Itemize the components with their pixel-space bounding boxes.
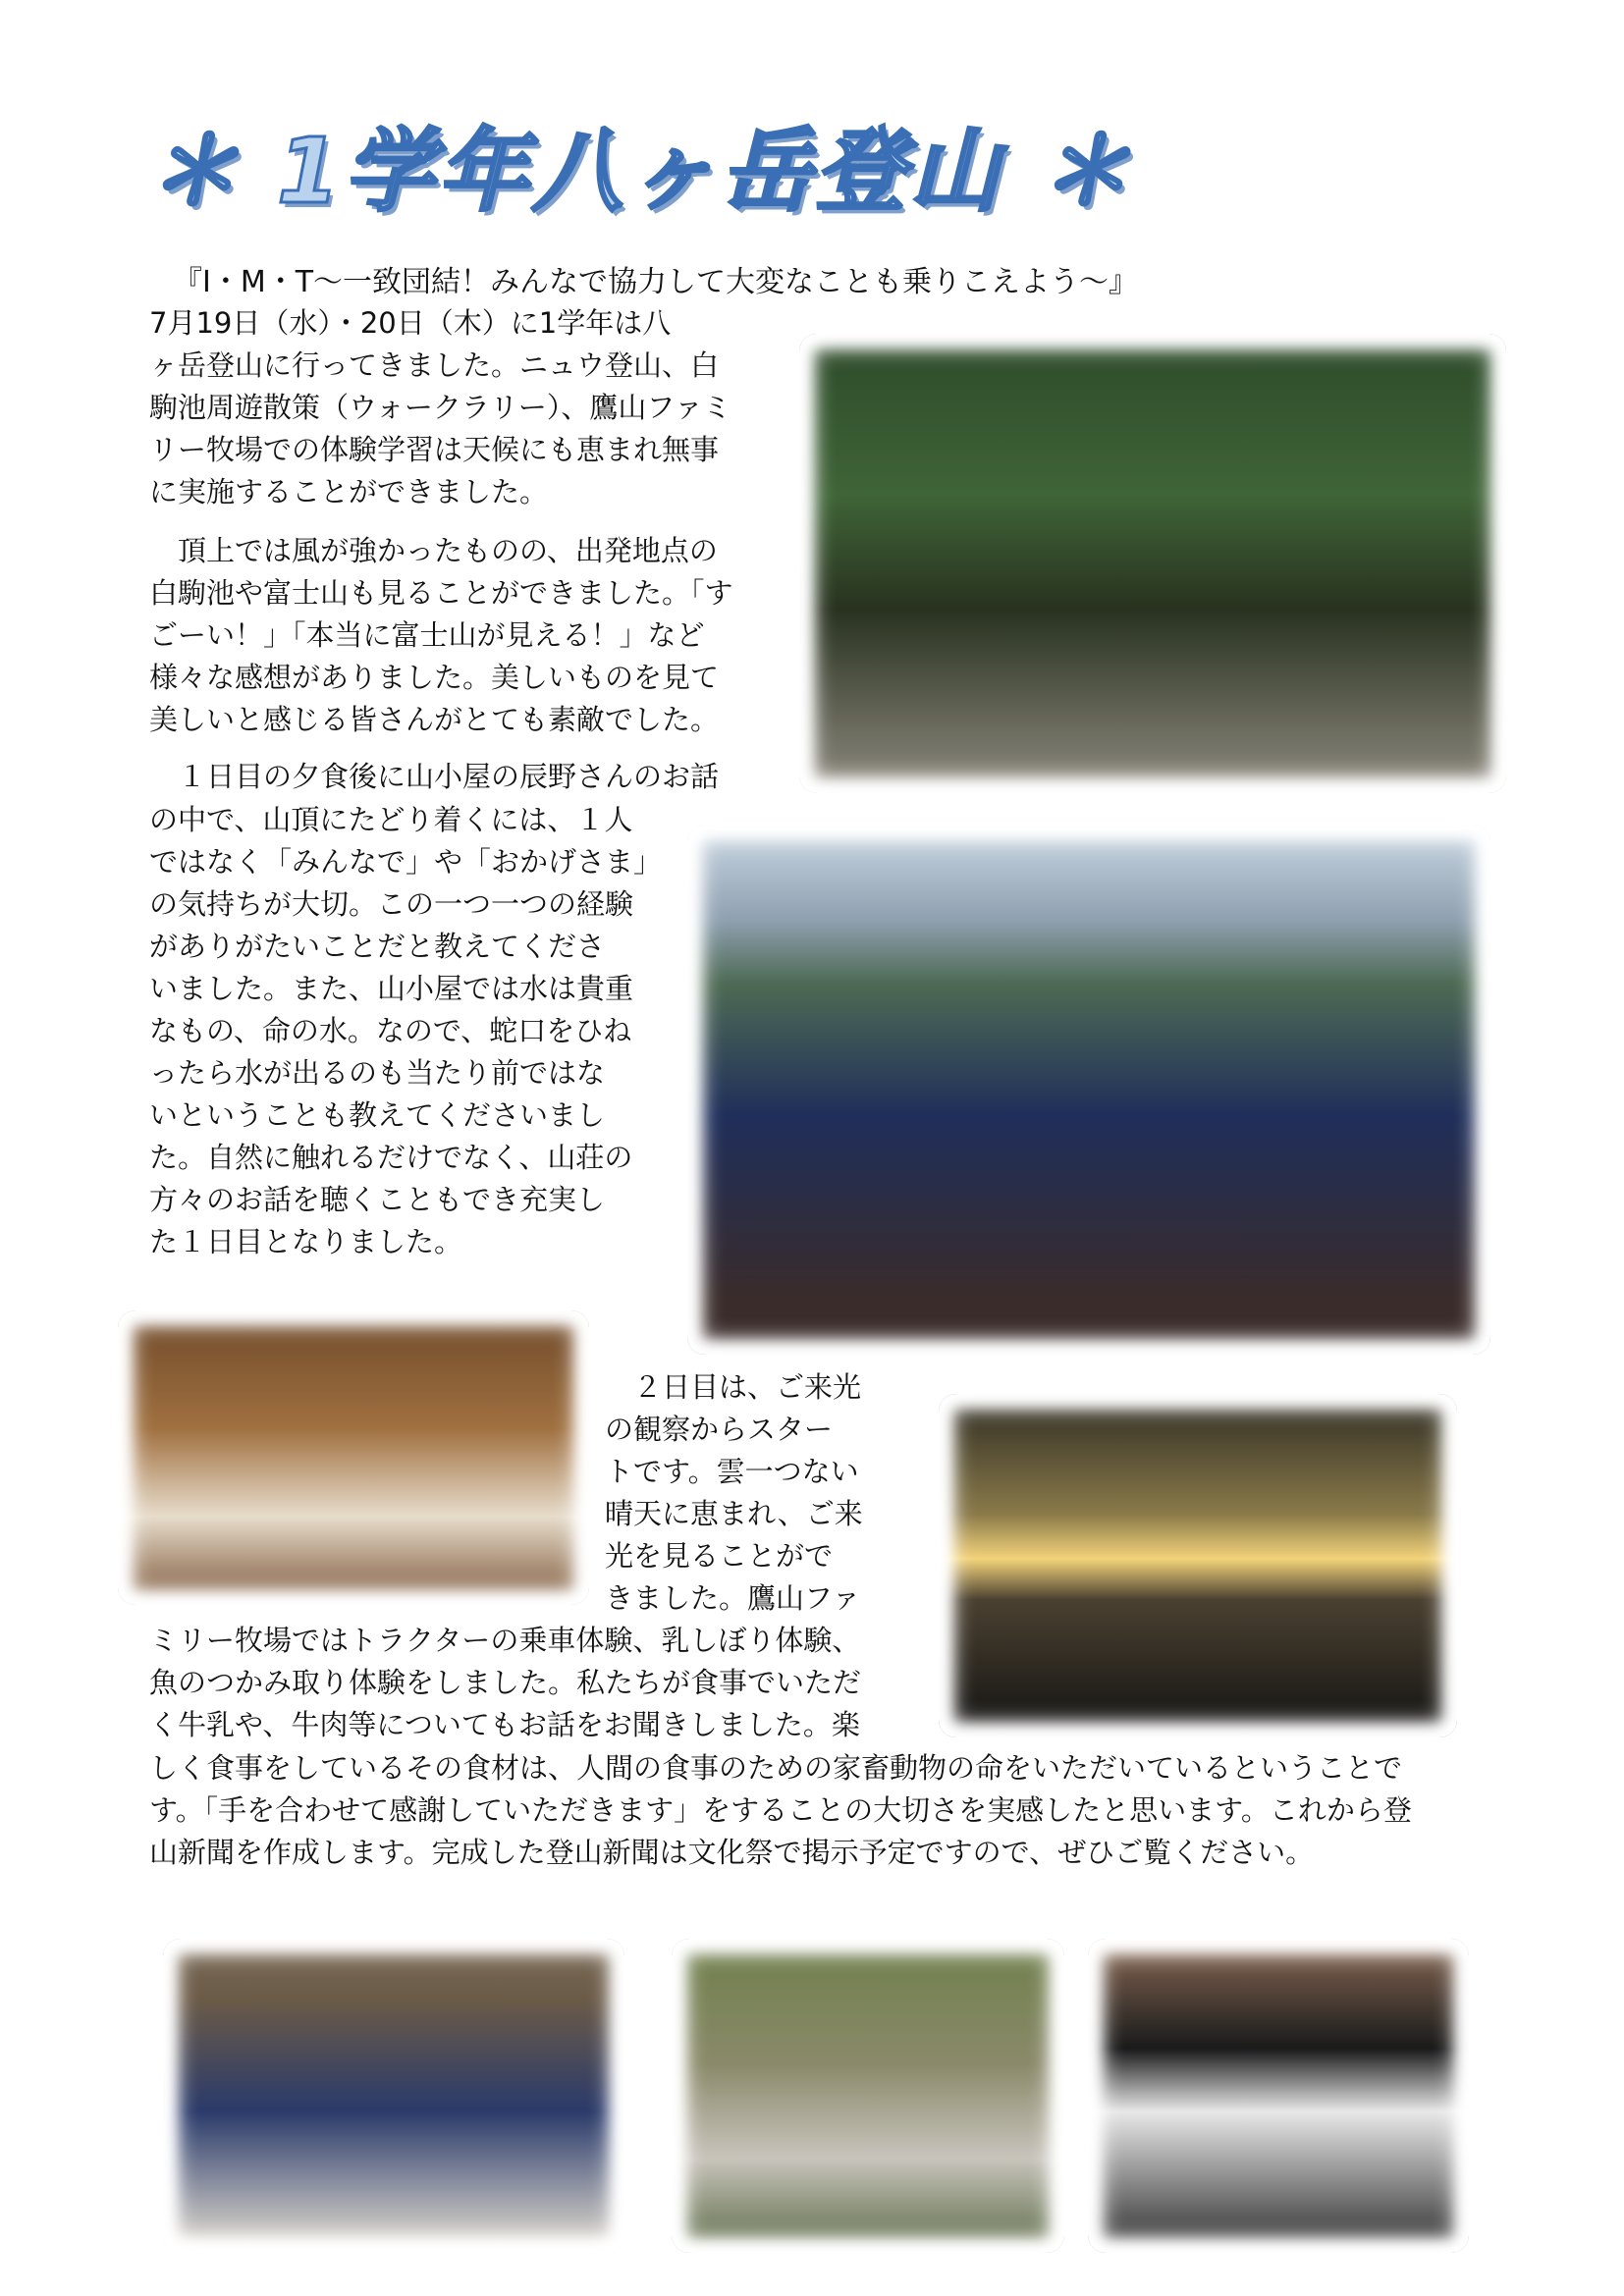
text-line: なもの、命の水。なので、蛇口をひね	[149, 1014, 632, 1047]
text-line: 山新聞を作成します。完成した登山新聞は文化祭で掲示予定ですので、ぜひご覧ください。	[149, 1836, 1315, 1869]
text-line: 晴天に恵まれ、ご来	[605, 1497, 863, 1530]
paragraph-4-narrow	[605, 1366, 863, 1620]
photo-fish-catching	[672, 1939, 1064, 2253]
text-line: ヶ岳登山に行ってきました。ニュウ登山、白	[149, 348, 720, 382]
text-line: た。自然に触れるだけでなく、山荘の	[149, 1141, 633, 1174]
photo-sunrise	[939, 1394, 1457, 1737]
text-line: の中で、山頂にたどり着くには、１人	[149, 803, 633, 836]
text-line: 白駒池や富士山も見ることができました。「す	[149, 576, 733, 610]
paragraph-1	[149, 302, 731, 513]
text-line: 美しいと感じる皆さんがとても素敵でした。	[149, 703, 720, 736]
text-line: ったら水が出るのも当たり前ではな	[149, 1056, 606, 1090]
text-line: いました。また、山小屋では水は貴重	[149, 972, 634, 1005]
text-line: 駒池周遊散策（ウォークラリー）、鷹山ファミ	[149, 391, 731, 424]
photo-mountain-hut-talk	[118, 1310, 589, 1605]
text-line: す。「手を合わせて感謝していただきます」をすることの大切さを実感したと思います。これから登	[149, 1793, 1412, 1827]
text-line: きました。鷹山ファ	[605, 1581, 861, 1615]
text-line: ごーい！」「本当に富士山が見える！」など	[149, 618, 705, 652]
text-line: た１日目となりました。	[149, 1225, 463, 1258]
text-line: いということも教えてくださいまし	[149, 1098, 606, 1132]
text-line: 魚のつかみ取り体験をしました。私たちが食事でいただ	[149, 1666, 862, 1699]
text-line: トです。雲一つない	[605, 1455, 859, 1488]
paragraph-4-wide	[149, 1747, 1412, 1874]
text-line: 方々のお話を聴くこともでき充実し	[149, 1183, 606, 1216]
text-line: ２日目は、ご来光	[605, 1370, 862, 1404]
slogan-subtitle: 『I・M・T〜一致団結！みんなで協力して大変なことも乗りこえよう〜』	[173, 265, 1139, 299]
text-line: ミリー牧場ではトラクターの乗車体験、乳しぼり体験、	[149, 1624, 861, 1657]
paragraph-2	[149, 530, 733, 741]
photo-milking-cow	[1088, 1939, 1469, 2253]
text-line: がありがたいことだと教えてくださ	[149, 930, 606, 963]
text-line: 頂上では風が強かったものの、出発地点の	[149, 534, 718, 567]
text-line: ではなく「みんなで」や「おかげさま」	[149, 845, 663, 879]
photo-group-at-farm	[163, 1939, 624, 2253]
paragraph-4-middle	[149, 1620, 861, 1746]
title-text: ＊ 1学年八ヶ岳登山 ＊	[147, 119, 1134, 224]
text-line: 光を見ることがで	[605, 1539, 834, 1573]
text-line: しく食事をしているその食材は、人間の食事のための家畜動物の命をいただいているということで	[149, 1751, 1403, 1785]
text-line: 様々な感想がありました。美しいものを見て	[149, 661, 720, 694]
text-line: の気持ちが大切。この一つ一つの経験	[149, 887, 634, 921]
text-line: リー牧場での体験学習は天候にも恵まれ無事	[149, 433, 720, 466]
text-line: に実施することができました。	[149, 475, 549, 508]
text-line: の観察からスター	[605, 1413, 834, 1446]
photo-group-at-summit	[687, 825, 1490, 1355]
paragraph-3-first-line: １日目の夕食後に山小屋の辰野さんのお話	[149, 760, 720, 793]
text-line: く牛乳や、牛肉等についてもお話をお聞きしました。楽	[149, 1708, 860, 1741]
photo-group-at-shirakoma-sign	[799, 334, 1506, 793]
page-title	[147, 110, 1134, 224]
text-line: 7月19日（水）・20日（木）に1学年は八	[149, 306, 672, 340]
paragraph-3	[149, 799, 662, 1263]
